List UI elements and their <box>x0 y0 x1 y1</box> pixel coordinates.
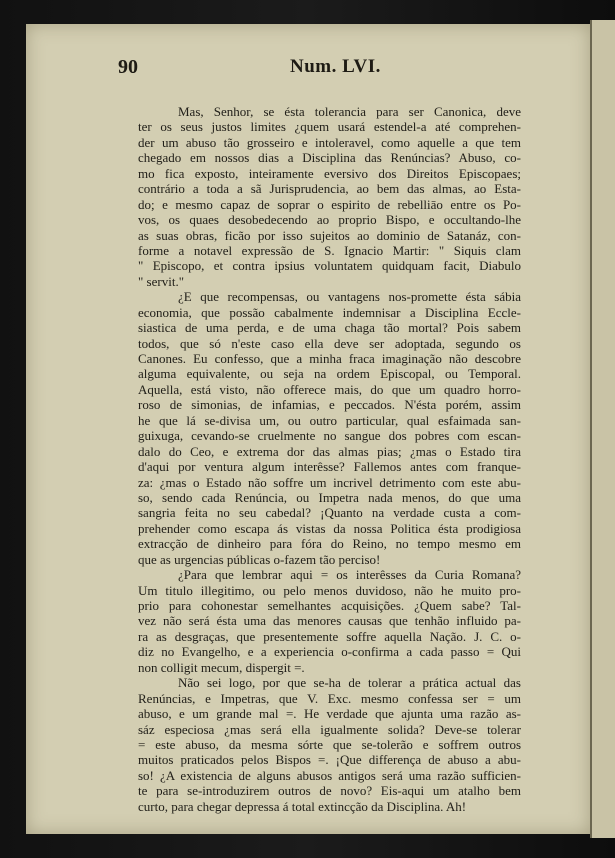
text-line: muitos praticados pelos Bispos =. ¡Que differença de abuso a abu- <box>138 752 521 768</box>
text-line: abuso, e um grande mal =. He verdade que ajunta uma razão as- <box>138 706 521 722</box>
text-line: za: ¿mas o Estado não soffre um incrivel detrimento com este abu- <box>138 474 521 490</box>
text-line: diz no Evangelho, e a experiencia o-confirma a cada passo = Qui <box>138 644 521 660</box>
text-line: alguma equivalente, ou seja na ordem Episcopal, ou Temporal. <box>138 366 521 382</box>
text-line: he que lá se-divisa um, ou outro particular, qual esfaimada san- <box>138 412 521 428</box>
text-line: do; e mesmo capaz de soprar o espirito de rebelliāo entre os Po- <box>138 196 521 212</box>
text-line: d'aqui por ventura algum interêsse? Fallemos antes com franque- <box>138 459 521 475</box>
text-line: vos, os quaes desobedecendo ao proprio Bispo, e occultando-lhe <box>138 212 521 228</box>
text-line: Um titulo illegitimo, ou pelo menos duvidoso, não he muito pro- <box>138 582 521 598</box>
text-line: forme a notavel expressão de S. Ignacio Martir: " Siquis clam <box>138 242 521 258</box>
text-line: mo fica exposto, inteiramente eversivo dos Direitos Episcopaes; <box>138 165 521 181</box>
text-line: dalo do Ceo, e extrema dor das almas pias; ¿mas o Estado tira <box>138 443 521 459</box>
text-line: so, sendo cada Renúncia, ou Impetra nada menos, do que uma <box>138 489 521 505</box>
text-line: Aquella, está visto, não offerece mais, do que um quadro horro- <box>138 381 521 397</box>
text-line: ¿E que recompensas, ou vantagens nos-promette ésta sábia <box>178 289 521 305</box>
adjacent-page-edge <box>590 20 615 838</box>
text-line: ¿Para que lembrar aqui = os interêsses da Curia Romana? <box>178 567 521 583</box>
text-line: as suas obras, ficão por isso sujeitos ao dominio de Satanáz, con- <box>138 227 521 243</box>
text-line: extracção de dinheiro para fóra do Reino, no tempo mesmo em <box>138 536 521 552</box>
page-number: 90 <box>118 56 138 78</box>
text-line: todos, que só n'este caso ella deve ser adoptada, segundo os <box>138 335 521 351</box>
issue-title: Num. LVI. <box>290 56 381 77</box>
text-line: ra as desgraças, que presentemente soffre aquella Nação. J. C. o- <box>138 628 521 644</box>
text-line: Renúncias, e Impetras, que V. Exc. mesmo confessa ser = um <box>138 690 521 706</box>
page-header <box>118 56 538 86</box>
text-line: vez não será ésta uma das menores causas que tenhão influido pa- <box>138 613 521 629</box>
text-line: que as urgencias públicas o-fazem tão perciso! <box>138 551 381 567</box>
body-text <box>138 104 521 814</box>
text-line: Canones. Eu confesso, que a minha fraca imaginação não descobre <box>138 351 521 366</box>
text-line: roso de simonias, de infamias, e peccados. N'ésta porém, assim <box>138 397 521 413</box>
text-line: ter os seus justos limites ¿quem usará estendel-a até comprehen- <box>138 119 521 135</box>
text-line: sangria feita no seu cabedal? ¡Quanto na verdade custa a com- <box>138 505 521 521</box>
text-line: der um abuso tão grosseiro e intoleravel, como aquelle a que tem <box>138 134 521 150</box>
text-line: chegado em nossos dias a Disciplina das Renúncias? Abuso, co- <box>138 150 521 166</box>
text-line: = este abuso, da mesma sórte que se-tolerão e soffrem outros <box>138 736 521 752</box>
text-line: " Episcopo, et contra ipsius voluntatem quidquam facit, Diabulo <box>138 258 521 274</box>
text-line: economia, que possão cabalmente indemnisar a Disciplina Eccle- <box>138 304 521 320</box>
text-line: Mas, Senhor, se ésta tolerancia para ser Canonica, deve <box>178 104 521 119</box>
text-line: prehender como escapa ás vistas da nossa Politica ésta prodigiosa <box>138 520 521 536</box>
text-line: siastica de uma perda, e de uma chaga tão mortal? Pois sabem <box>138 320 521 336</box>
text-line: prio para cohonestar semelhantes acquisições. ¿Quem sabe? Tal- <box>138 598 521 613</box>
text-line: guixuga, cevando-se cruelmente no sangue dos pobres com escan- <box>138 428 521 444</box>
text-line: te para se-introduzirem outros de novo? Eis-aqui um atalho bem <box>138 783 521 799</box>
text-line: Não sei logo, por que se-ha de tolerar a prática actual das <box>178 675 521 691</box>
text-line: non colligit mecum, dispergit =. <box>138 659 305 675</box>
text-line: " servit." <box>138 273 184 289</box>
text-line: so! ¿A existencia de alguns abusos antigos será uma razão sufficien- <box>138 767 521 783</box>
text-line: sáz especiosa ¿mas será ella igualmente solida? Deve-se tolerar <box>138 721 521 737</box>
text-line: curto, para chegar depressa á total extincção da Disciplina. Ah! <box>138 798 467 814</box>
text-line: contrário a toda a sã Jurisprudencia, ao bem das almas, ao Esta- <box>138 181 521 197</box>
